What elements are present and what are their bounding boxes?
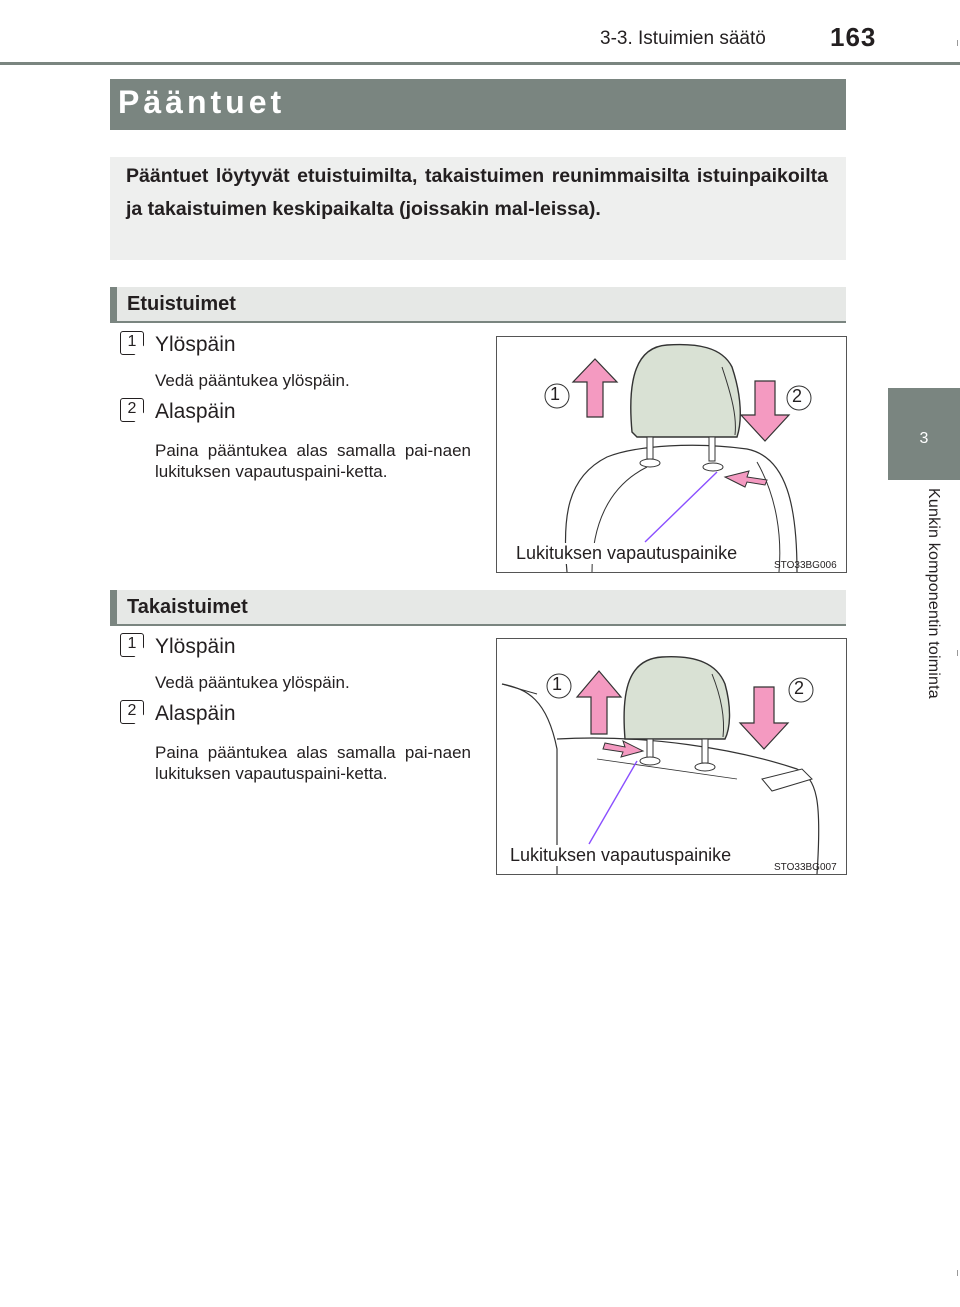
- crop-mark: [957, 650, 958, 656]
- front-headrest-illustration: [497, 337, 846, 572]
- chapter-title: Kunkin komponentin toiminta: [925, 488, 942, 699]
- subheader-marker: [110, 287, 117, 323]
- subheader-marker: [110, 590, 117, 626]
- item-number-badge: 1: [120, 331, 144, 353]
- item-number-badge: 2: [120, 398, 144, 420]
- callout-1: 1: [550, 384, 561, 404]
- callout-2: 2: [794, 678, 805, 698]
- item-title: Ylöspäin: [155, 635, 236, 658]
- figure-label: Lukituksen vapautuspainike: [510, 845, 732, 865]
- figure-code: STO33BG007: [774, 862, 837, 873]
- item-title: Alaspäin: [155, 400, 236, 423]
- item-description: Paina pääntukea alas samalla pai-naen lukituksen vapautuspaini-ketta.: [155, 441, 471, 481]
- item-description: Vedä pääntukea ylöspäin.: [155, 371, 350, 390]
- item-title: Alaspäin: [155, 702, 236, 725]
- page-number: 163: [830, 22, 877, 52]
- item-title: Ylöspäin: [155, 333, 236, 356]
- callout-2: 2: [792, 386, 803, 406]
- page-title: Pääntuet: [118, 84, 286, 120]
- subheader-front-text: Etuistuimet: [127, 293, 236, 315]
- figure-label: Lukituksen vapautuspainike: [516, 543, 738, 563]
- intro-text: Pääntuet löytyvät etuistuimilta, takaistuimen reunimmaisilta istuinpaikoilta ja takaistuimen keskipaikalta (joissakin mal-leissa).: [126, 165, 828, 220]
- front-headrest-figure: [496, 336, 847, 573]
- item-description: Paina pääntukea alas samalla pai-naen lukituksen vapautuspaini-ketta.: [155, 743, 471, 783]
- subheader-rear-text: Takaistuimet: [127, 596, 248, 618]
- figure-code: STO33BG006: [774, 560, 837, 571]
- callout-1: 1: [552, 674, 563, 694]
- crop-mark: [957, 40, 958, 46]
- chapter-number: 3: [919, 430, 929, 447]
- rear-headrest-figure: [496, 638, 847, 875]
- item-number-badge: 1: [120, 633, 144, 655]
- item-description: Vedä pääntukea ylöspäin.: [155, 673, 350, 692]
- section-title: 3-3. Istuimien säätö: [600, 28, 766, 49]
- crop-mark: [957, 1270, 958, 1276]
- rear-headrest-illustration: [497, 639, 846, 874]
- header-rule: [0, 62, 960, 65]
- item-number-badge: 2: [120, 700, 144, 722]
